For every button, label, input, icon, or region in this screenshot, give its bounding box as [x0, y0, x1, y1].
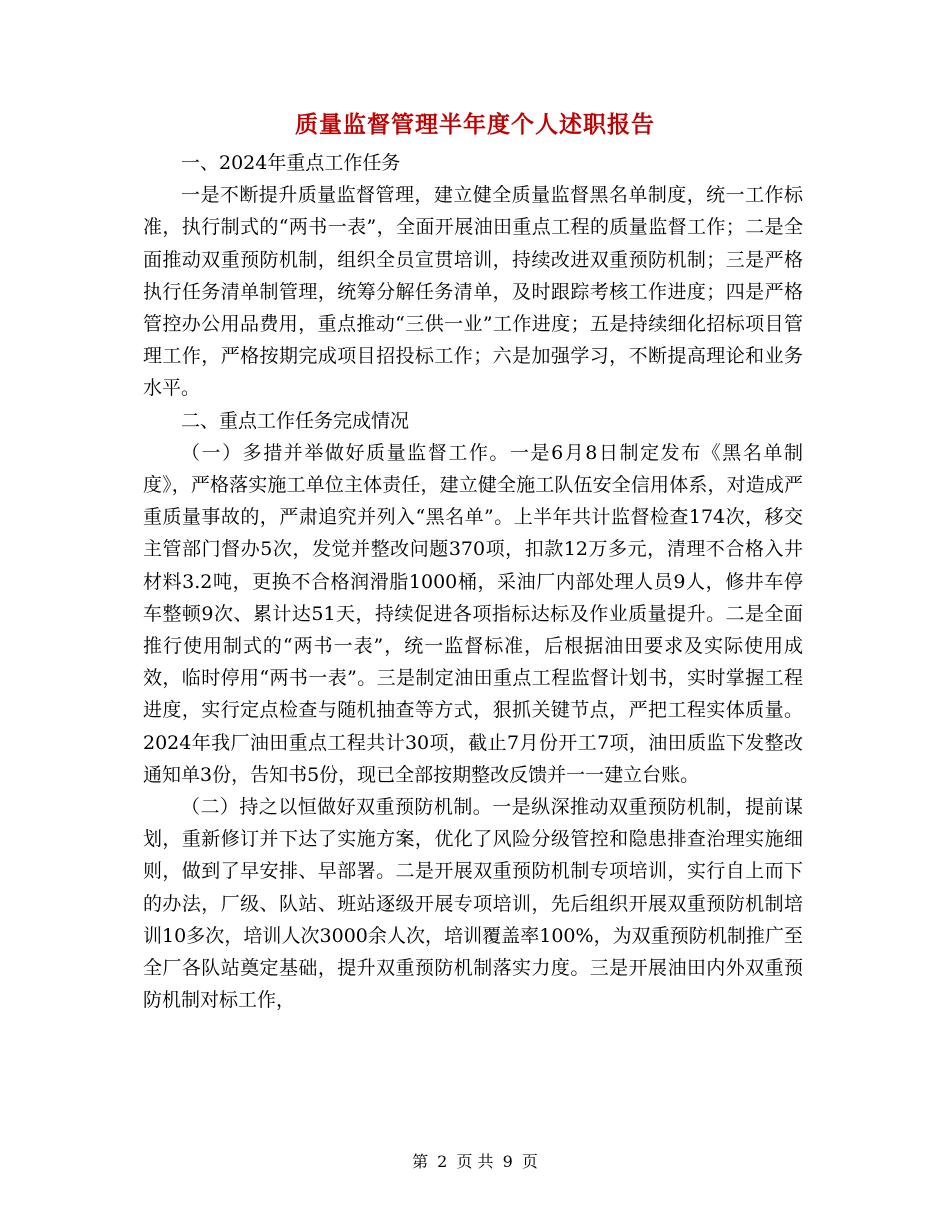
footer-current-page: 2 — [437, 1152, 448, 1171]
footer-middle: 页 共 — [456, 1152, 494, 1171]
page-footer — [0, 1150, 950, 1174]
paragraph-dual-prevention: （二）持之以恒做好双重预防机制。一是纵深推动双重预防机制，提前谋划，重新修订并下达了实施方案，优化了风险分级管控和隐患排查治理实施细则，做到了早安排、早部署。二是开展双重预防机制专项培训，实行自上而下的办法，厂级、队站、班站逐级开展专项培训，先后组织开展双重预防机制培训10多次，培训人次3000余人次，培训覆盖率100%，为双重预防机制推广至全厂各队站奠定基础，提升双重预防机制落实力度。三是开展油田内外双重预防机制对标工作， — [143, 796, 803, 1012]
footer-prefix: 第 — [412, 1152, 429, 1171]
footer-total-pages: 9 — [502, 1152, 513, 1171]
paragraph-tasks: 一是不断提升质量监督管理，建立健全质量监督黑名单制度，统一工作标准，执行制式的“两书一表”，全面开展油田重点工程的质量监督工作；二是全面推动双重预防机制，组织全员宣贯培训，持续改进双重预防机制；三是严格执行任务清单制管理，统筹分解任务清单，及时跟踪考核工作进度；四是严格管控办公用品费用，重点推动“三供一业”工作进度；五是持续细化招标项目管理工作，严格按期完成项目招投标工作；六是加强学习，不断提高理论和业务水平。 — [143, 184, 803, 400]
footer-suffix: 页 — [521, 1152, 538, 1171]
page-title: 质量监督管理半年度个人述职报告 — [295, 111, 655, 138]
paragraph-quality-supervision: （一）多措并举做好质量监督工作。一是6月8日制定发布《黑名单制度》，严格落实施工单位主体责任，建立健全施工队伍安全信用体系，对造成严重质量事故的，严肃追究并列入“黑名单”。上半年共计监督检查174次，移交主管部门督办5次，发觉并整改问题370项，扣款12万多元，清理不合格入井材料3.2吨，更换不合格润滑脂1000桶，采油厂内部处理人员9人，修井车停车整顿9次、累计达51天，持续促进各项指标达标及作业质量提升。二是全面推行使用制式的“两书一表”，统一监督标准，后根据油田要求及实际使用成效，临时停用“两书一表”。三是制定油田重点工程监督计划书，实时掌握工程进度，实行定点检查与随机抽查等方式，狠抓关键节点，严把工程实体质量。2024年我厂油田重点工程共计30项，截止7月份开工7项，油田质监下发整改通知单3份，告知书5份，现已全部按期整改反馈并一一建立台账。 — [143, 441, 803, 786]
section-heading-1: 一、2024年重点工作任务 — [181, 152, 401, 174]
document-body — [143, 147, 803, 1016]
section-heading-2: 二、重点工作任务完成情况 — [181, 409, 410, 432]
